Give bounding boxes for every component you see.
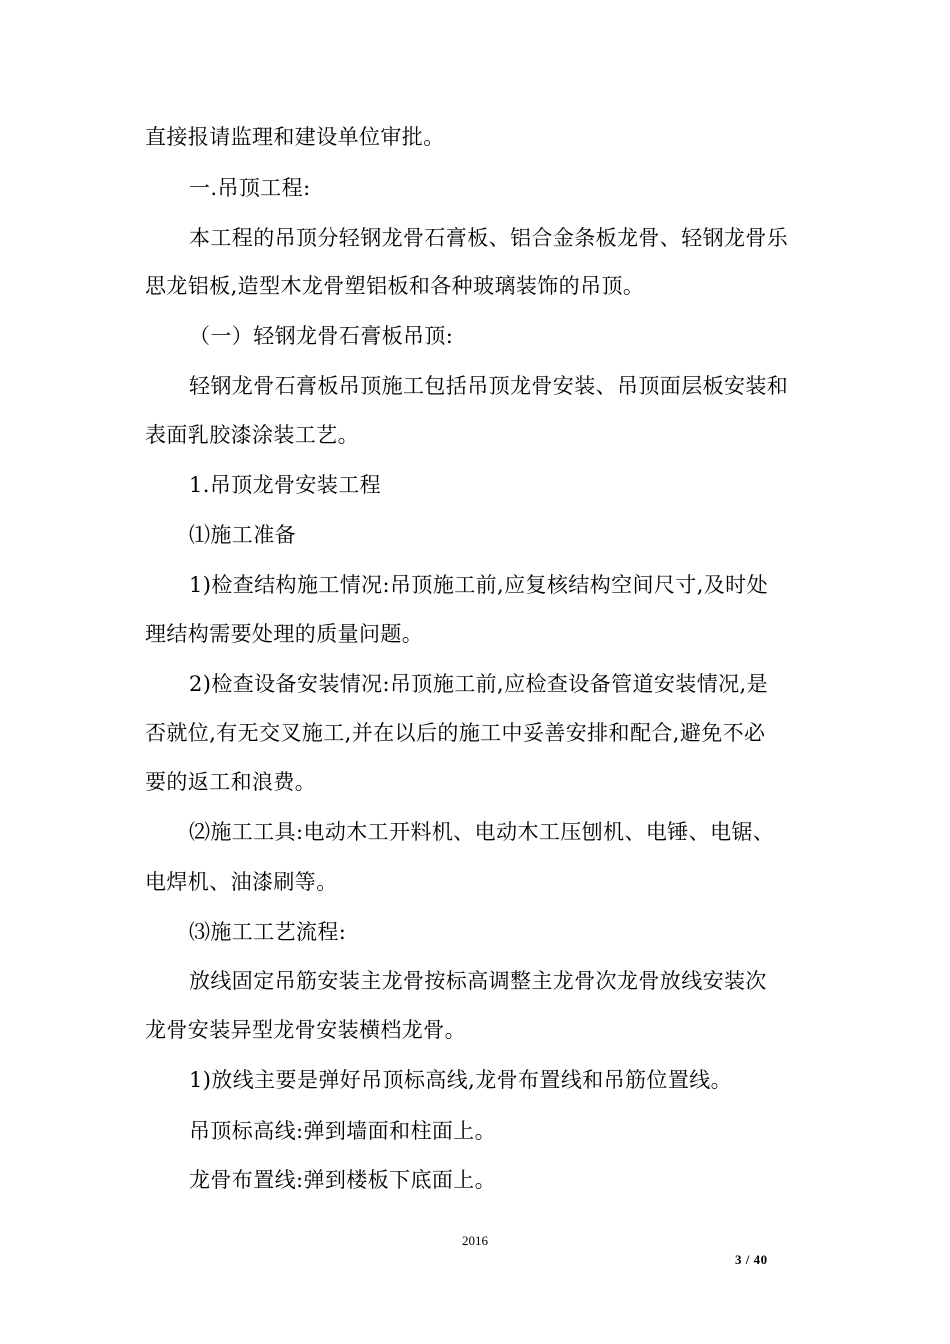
subsection-heading: （一）轻钢龙骨石膏板吊顶: bbox=[189, 324, 454, 348]
text-line: 直接报请监理和建设单位审批。 bbox=[145, 125, 445, 149]
text-line: 思龙铝板,造型木龙骨塑铝板和各种玻璃装饰的吊顶。 bbox=[145, 274, 645, 298]
text-line: 电焊机、油漆刷等。 bbox=[145, 870, 338, 894]
text-line: 本工程的吊顶分轻钢龙骨石膏板、铝合金条板龙骨、轻钢龙骨乐 bbox=[189, 226, 789, 250]
text-line: 否就位,有无交叉施工,并在以后的施工中妥善安排和配合,避免不必 bbox=[145, 721, 766, 745]
page-number: 3 / 40 bbox=[735, 1252, 768, 1267]
text-line: 吊顶标高线:弹到墙面和柱面上。 bbox=[189, 1119, 497, 1143]
footer-year: 2016 bbox=[462, 1233, 488, 1248]
subsection-heading: 1.吊顶龙骨安装工程 bbox=[189, 473, 382, 497]
text-line: 1)检查结构施工情况:吊顶施工前,应复核结构空间尺寸,及时处 bbox=[189, 573, 768, 597]
text-line: 2)检查设备安装情况:吊顶施工前,应检查设备管道安装情况,是 bbox=[189, 672, 768, 696]
subsection-heading: ⑶施工工艺流程: bbox=[189, 920, 347, 944]
text-line: ⑵施工工具:电动木工开料机、电动木工压刨机、电锤、电锯、 bbox=[189, 820, 775, 844]
text-line: 理结构需要处理的质量问题。 bbox=[145, 622, 424, 646]
text-line: 表面乳胶漆涂装工艺。 bbox=[145, 423, 359, 447]
subsection-heading: ⑴施工准备 bbox=[189, 523, 296, 547]
text-line: 放线固定吊筋安装主龙骨按标高调整主龙骨次龙骨放线安装次 bbox=[189, 969, 767, 993]
text-line: 1)放线主要是弹好吊顶标高线,龙骨布置线和吊筋位置线。 bbox=[189, 1068, 733, 1092]
text-line: 龙骨布置线:弹到楼板下底面上。 bbox=[189, 1168, 497, 1192]
text-line: 龙骨安装异型龙骨安装横档龙骨。 bbox=[145, 1018, 466, 1042]
text-line: 要的返工和浪费。 bbox=[145, 770, 317, 794]
section-heading: 一.吊顶工程: bbox=[189, 176, 311, 200]
text-line: 轻钢龙骨石膏板吊顶施工包括吊顶龙骨安装、吊顶面层板安装和 bbox=[189, 374, 789, 398]
